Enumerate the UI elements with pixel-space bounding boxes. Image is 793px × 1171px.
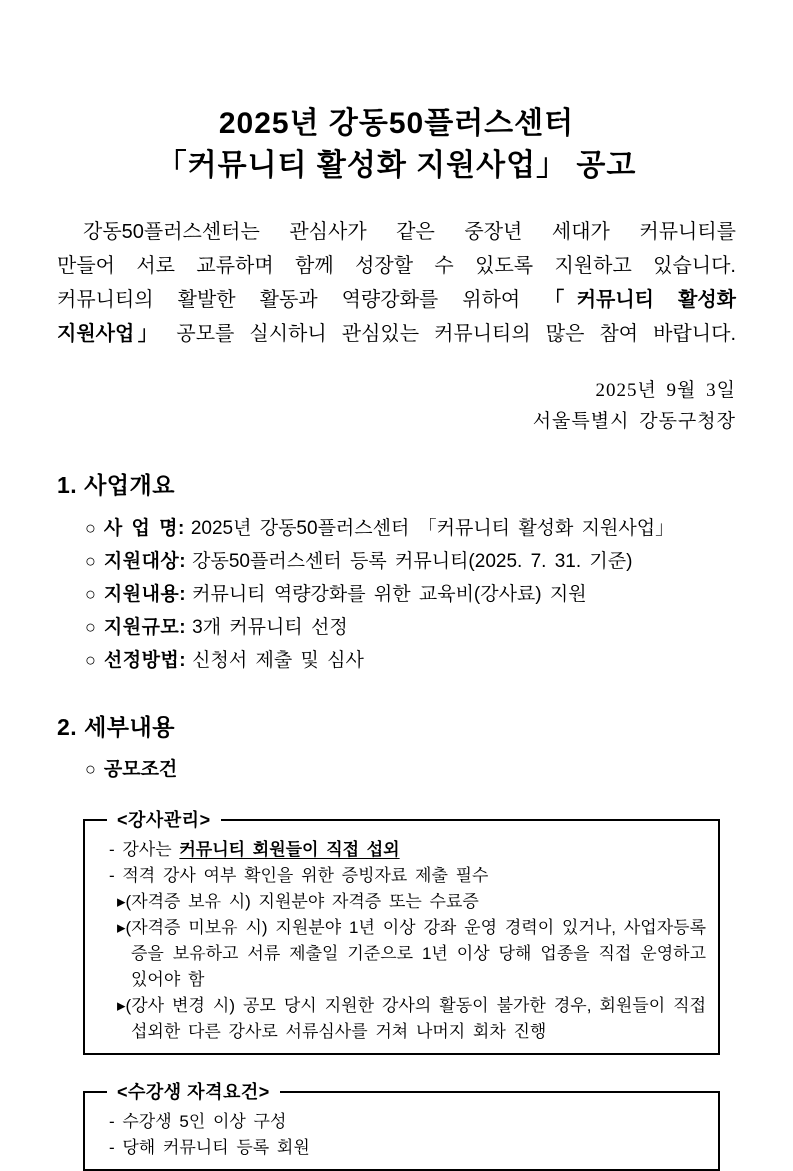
- info-box-student-legend: <수강생 자격요건>: [107, 1079, 280, 1105]
- page-title: [57, 103, 736, 187]
- instructor-subitem-change: ▸(강사 변경 시) 공모 당시 지원한 강사의 활동이 불가한 경우, 회원들이 직접 섭외한 다른 강사로 서류심사를 거쳐 나머지 회차 진행: [117, 996, 706, 1041]
- item-label: 지원규모:: [103, 617, 187, 638]
- circle-bullet-icon: ○: [85, 518, 96, 538]
- instructor-item-recruit: [97, 837, 706, 863]
- info-box-instructor-management: [83, 810, 720, 1055]
- circle-bullet-icon: ○: [85, 584, 96, 604]
- signature-issuer: 서울특별시 강동구청장: [532, 411, 736, 432]
- item-label: 지원내용:: [103, 584, 187, 605]
- intro-line-4-text: 공모를 실시하니 관심있는 커뮤니티의 많은 참여 바랍니다.: [161, 323, 737, 345]
- item-label: 사 업 명:: [103, 518, 185, 539]
- section-details-heading: 2. 세부내용: [57, 714, 175, 740]
- intro-line-3-bold: 「커뮤니티 활성화: [544, 289, 736, 311]
- info-box-student-requirements: [83, 1082, 720, 1171]
- circle-bullet-icon: ○: [85, 650, 96, 670]
- intro-line-4: [57, 317, 736, 351]
- circle-bullet-icon: ○: [85, 759, 96, 779]
- item-value: 강동50플러스센터 등록 커뮤니티(2025. 7. 31. 기준): [192, 551, 633, 572]
- instructor-item-recruit-text: - 강사는: [109, 840, 180, 859]
- intro-line-4-bold: 지원사업」: [57, 323, 162, 345]
- title-line-1: 2025년 강동50플러스센터: [218, 107, 575, 140]
- subsection-conditions-label: 공모조건: [103, 759, 178, 780]
- list-item-support-scale: [57, 611, 736, 644]
- info-box-instructor-legend: <강사관리>: [107, 807, 221, 833]
- list-item-support-content: [57, 578, 736, 611]
- item-value: 3개 커뮤니티 선정: [192, 617, 348, 638]
- circle-bullet-icon: ○: [85, 551, 96, 571]
- item-value: 신청서 제출 및 심사: [192, 650, 364, 671]
- list-item-project-name: [57, 512, 736, 545]
- instructor-subitem-certificate: ▸(자격증 보유 시) 지원분야 자격증 또는 수료증: [117, 892, 479, 911]
- item-value: 커뮤니티 역량강화를 위한 교육비(강사료) 지원: [192, 584, 587, 605]
- list-item-target: [57, 545, 736, 578]
- student-item-min-count: - 수강생 5인 이상 구성: [109, 1112, 287, 1131]
- instructor-item-evidence: - 적격 강사 여부 확인을 위한 증빙자료 제출 필수: [109, 866, 489, 885]
- section-details: [57, 709, 736, 1171]
- item-label: 지원대상:: [103, 551, 187, 572]
- instructor-item-recruit-emphasis: 커뮤니티 회원들이 직접 섭외: [179, 840, 400, 859]
- intro-line-1: 강동50플러스센터는 관심사가 같은 중장년 세대가 커뮤니티를: [83, 221, 736, 243]
- intro-paragraph: [57, 215, 736, 351]
- student-item-registered-member: - 당해 커뮤니티 등록 회원: [109, 1138, 310, 1157]
- signature-block: [57, 375, 736, 437]
- item-label: 선정방법:: [103, 650, 187, 671]
- intro-line-2: 만들어 서로 교류하며 함께 성장할 수 있도록 지원하고 있습니다.: [57, 255, 736, 277]
- intro-line-3: [57, 283, 736, 317]
- signature-date: 2025년 9월 3일: [595, 380, 736, 401]
- title-line-2: 「커뮤니티 활성화 지원사업」 공고: [156, 149, 637, 182]
- circle-bullet-icon: ○: [85, 617, 96, 637]
- instructor-subitem-no-certificate: ▸(자격증 미보유 시) 지원분야 1년 이상 강좌 운영 경력이 있거나, 사업자등록증을 보유하고 서류 제출일 기준으로 1년 이상 당해 업종을 직접 운영하고 있어야 함: [117, 918, 706, 989]
- subsection-conditions-heading: [57, 754, 736, 785]
- item-value: 2025년 강동50플러스센터 「커뮤니티 활성화 지원사업」: [190, 518, 675, 539]
- section-overview-list: [57, 512, 736, 677]
- section-overview-heading: 1. 사업개요: [57, 472, 175, 498]
- section-overview: [57, 467, 736, 677]
- intro-line-3-text: 커뮤니티의 활발한 활동과 역량강화를 위하여: [57, 289, 545, 311]
- list-item-selection-method: [57, 644, 736, 677]
